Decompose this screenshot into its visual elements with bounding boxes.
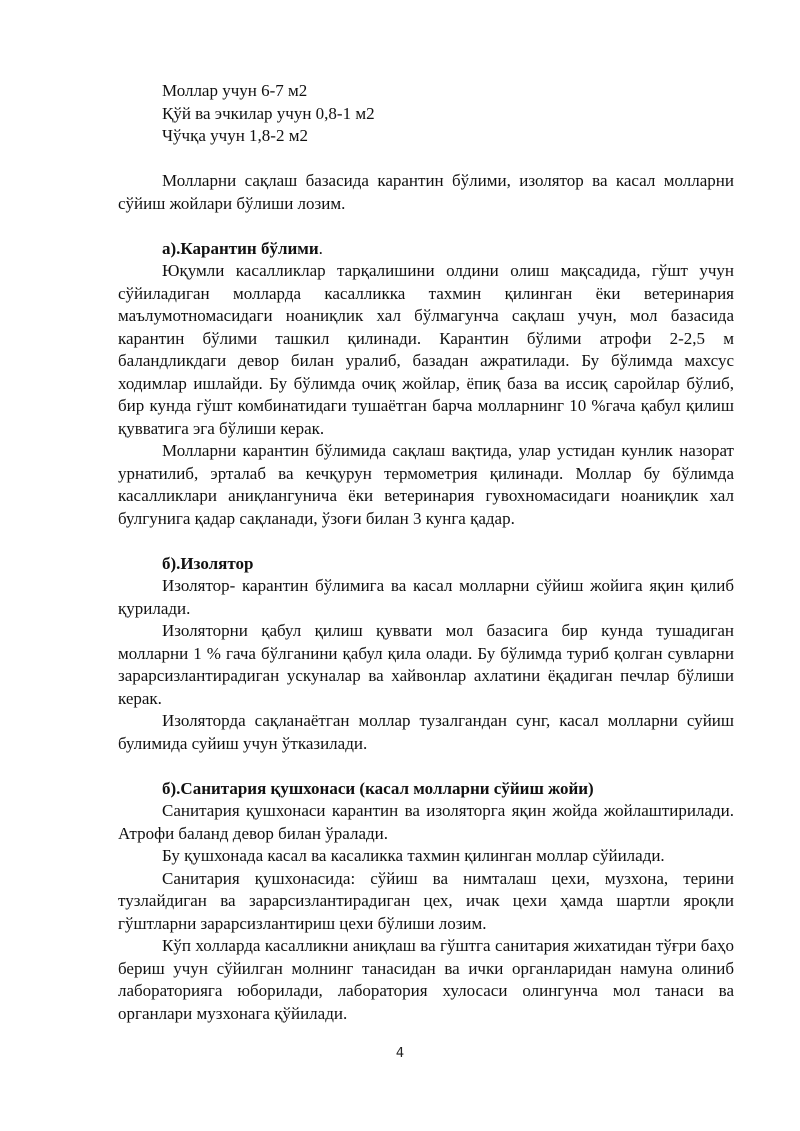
norm-line-cattle: Моллар учун 6-7 м2 xyxy=(162,81,308,100)
section-heading-quarantine-text: а).Карантин бўлими xyxy=(162,238,319,258)
sanitary-paragraph-2: Бу қушхонада касал ва касаликка тахмин қилинган моллар сўйилади. xyxy=(162,846,665,865)
section-heading-isolator xyxy=(118,553,734,576)
sanitary-paragraph-3: Санитария қушхонасида: сўйиш ва нимталаш цехи, музхона, терини тузлайдиган ва зарарсизлантирадиган цех, ичак цехи ҳамда шартли яроқли гўштларни зарарсизлантириш цехи бўлиши лозим. xyxy=(118,868,734,933)
spacer xyxy=(118,148,734,171)
section-heading-quarantine-suffix: . xyxy=(318,238,323,258)
isolator-paragraph-3: Изоляторда сақланаётган моллар тузалгандан сунг, касал молларни суйиш булимида суйиш учун ўтказилади. xyxy=(118,711,734,753)
spacer xyxy=(118,755,734,778)
norm-line-sheep-goats: Қўй ва эчкилар учун 0,8-1 м2 xyxy=(162,103,375,123)
sanitary-paragraph-4: Кўп холларда касалликни аниқлаш ва гўштга санитария жихатидан тўғри баҳо бериш учун сўйилган молнинг танасидан ва ички органларидан намуна олиниб лабораторияга юборилади, лаборатория хулосаси олингунча мол танаси ва органлари музхонага қўйилади. xyxy=(118,936,734,1023)
quarantine-paragraph-2: Молларни карантин бўлимида сақлаш вақтида, улар устидан кунлик назорат урнатилиб, эрталаб ва кечқурун термометрия қилинади. Моллар бу бўлимда касалликлари аниқлангунича ёки ветеринария гувохномасидаги ноаниқлик хал булгунига қадар сақланади, ўзоғи билан 3 кунга қадар. xyxy=(118,441,734,528)
section-heading-isolator-text: б).Изолятор xyxy=(162,553,254,573)
isolator-paragraph-1: Изолятор- карантин бўлимига ва касал молларни сўйиш жойига яқин қилиб қурилади. xyxy=(118,576,734,618)
spacer xyxy=(118,530,734,553)
section-heading-sanitary-text: б).Санитария қушхонаси (касал молларни сўйиш жойи) xyxy=(162,778,594,798)
section-heading-sanitary-slaughterhouse xyxy=(118,778,734,801)
isolator-paragraph-2: Изоляторни қабул қилиш қуввати мол базасига бир кунда тушадиган молларни 1 % гача бўлганини қабул қила олади. Бу бўлимда туриб қолган сувларни зарарсизлантирадиган ускуналар ва хайвонлар ахлатини ёқадиган печлар бўлиши керак. xyxy=(118,621,734,708)
page-number: 4 xyxy=(395,1046,405,1061)
spacer xyxy=(118,215,734,238)
page-content xyxy=(118,80,734,1025)
intro-paragraph: Молларни сақлаш базасида карантин бўлими, изолятор ва касал молларни сўйиш жойлари бўлиши лозим. xyxy=(118,171,734,213)
section-heading-quarantine xyxy=(118,238,734,261)
quarantine-paragraph-1: Юқумли касалликлар тарқалишини олдини олиш мақсадида, гўшт учун сўйиладиган молларда касалликка тахмин қилинган ёки ветеринария маълумотномасидаги ноаниқлик хал бўлмагунча сақлаш учун, мол базасида карантин бўлими ташкил қилинади. Карантин бўлими атрофи 2-2,5 м баландликдаги девор билан уралиб, базадан ажратилади. Бу бўлимда махсус ходимлар ишлайди. Бу бўлимда очиқ жойлар, ёпиқ база ва иссиқ саройлар бўлиб, бир кунда гўшт комбинатидаги тушаётган барча молларнинг 10 %гача қабул қилиш қувватига эга бўлиши керак. xyxy=(118,261,734,438)
norm-line-pigs: Чўчқа учун 1,8-2 м2 xyxy=(162,126,308,145)
sanitary-paragraph-1: Санитария қушхонаси карантин ва изоляторга яқин жойда жойлаштирилади. Атрофи баланд девор билан ўралади. xyxy=(118,801,734,843)
